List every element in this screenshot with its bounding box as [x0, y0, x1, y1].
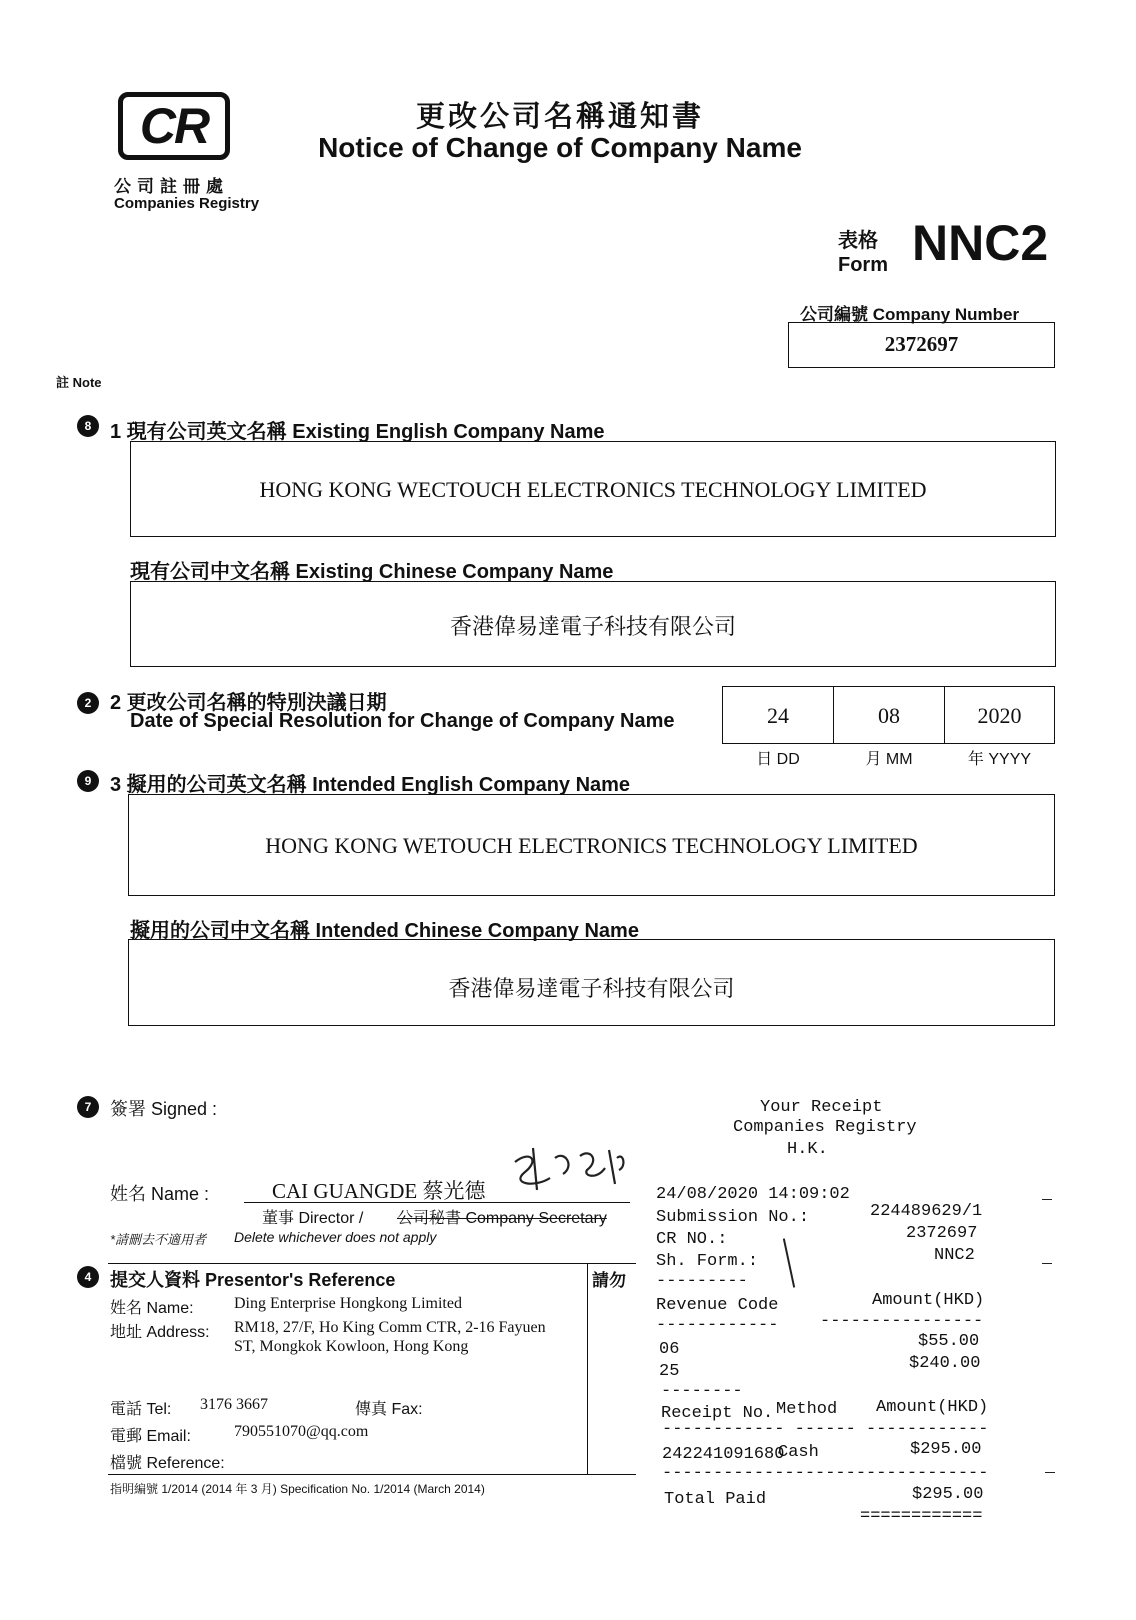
receipt-number-label: Receipt No. — [661, 1404, 774, 1423]
specification-note: 指明編號 1/2014 (2014 年 3 月) Specification No. 1/2014 (March 2014) — [110, 1482, 485, 1496]
receipt-form-label: Sh. Form.: — [656, 1252, 759, 1271]
receipt-form-value: NNC2 — [934, 1246, 975, 1265]
receipt-dash-right: ---------------- — [820, 1312, 984, 1331]
presentor-name-label: 姓名 Name: — [110, 1300, 194, 1317]
form-code: NNC2 — [912, 215, 1049, 271]
receipt-amount-label: Amount(HKD) — [872, 1291, 985, 1310]
existing-chinese-name-box — [130, 581, 1056, 667]
receipt-total-label: Total Paid — [664, 1490, 767, 1509]
section3-heading: 3 擬用的公司英文名稱 Intended English Company Name — [110, 774, 631, 796]
date-day-box — [722, 686, 834, 744]
title-zh: 更改公司名稱通知書 — [415, 101, 704, 133]
receipt-method-label: Method — [776, 1400, 838, 1419]
signed-label: 簽署 Signed : — [110, 1099, 218, 1119]
note-badge-9: 9 — [77, 770, 99, 792]
receipt-number: 242241091680 — [662, 1445, 785, 1464]
form-label-zh: 表格 — [838, 230, 878, 252]
cr-logo — [118, 92, 230, 160]
note-badge-7: 7 — [77, 1096, 99, 1118]
presentor-address-line2: ST, Mongkok Kowloon, Hong Kong — [234, 1338, 469, 1355]
date-year: 2020 — [977, 703, 1022, 728]
date-day: 24 — [767, 703, 789, 728]
presentor-fax-label: 傳真 Fax: — [355, 1401, 423, 1418]
existing-chinese-heading: 現有公司中文名稱 Existing Chinese Company Name — [130, 561, 614, 583]
receipt-total-value: $295.00 — [912, 1485, 984, 1504]
receipt-dash-left: ------------ — [656, 1316, 779, 1335]
note-badge-4: 4 — [77, 1266, 99, 1288]
presentor-name-value: Ding Enterprise Hongkong Limited — [234, 1295, 462, 1312]
receipt-code-2: 25 — [659, 1362, 680, 1381]
section1-heading: 1 現有公司英文名稱 Existing English Company Name — [110, 421, 605, 443]
receipt-dash-2: -------- — [661, 1382, 743, 1401]
role-secretary: 公司秘書 Company Secretary — [397, 1210, 607, 1227]
receipt-dash-long: -------------------------------- — [662, 1464, 989, 1483]
receipt-method: Cash — [778, 1443, 819, 1462]
receipt-dash-row: ------------ ------ ------------ — [662, 1420, 989, 1439]
note-badge-8: 8 — [77, 415, 99, 437]
receipt-title-3: H.K. — [787, 1140, 828, 1159]
receipt-submission-label: Submission No.: — [656, 1208, 810, 1227]
receipt-amount-paid: $295.00 — [910, 1440, 982, 1459]
margin-mark — [1042, 1199, 1052, 1200]
intended-chinese-name: 香港偉易達電子科技有限公司 — [448, 976, 735, 1001]
handwritten-signature — [505, 1140, 630, 1200]
receipt-amount-1: $55.00 — [918, 1332, 980, 1351]
presentor-reference-label: 檔號 Reference: — [110, 1455, 225, 1472]
receipt-equals: ============ — [860, 1507, 983, 1526]
signature-underline — [244, 1202, 630, 1203]
company-number-label: 公司編號 Company Number — [800, 305, 1020, 324]
receipt-cr-value: 2372697 — [906, 1224, 978, 1243]
presentor-email-value: 790551070@qq.com — [234, 1423, 369, 1440]
presentor-bottom-rule — [108, 1474, 636, 1475]
date-year-label: 年 YYYY — [967, 751, 1032, 768]
date-year-box — [944, 686, 1055, 744]
logo-text: CR — [139, 98, 209, 154]
receipt-code-1: 06 — [659, 1340, 680, 1359]
section2-heading-en: Date of Special Resolution for Change of Company Name — [130, 710, 675, 732]
company-number-value: 2372697 — [884, 332, 959, 356]
receipt-submission-value: 224489629/1 — [870, 1202, 983, 1221]
receipt-cr-label: CR NO.: — [656, 1230, 728, 1249]
receipt-amount-label-2: Amount(HKD) — [876, 1398, 989, 1417]
presentor-address-label: 地址 Address: — [110, 1324, 210, 1341]
note-label: 註 Note — [56, 375, 102, 390]
intended-english-name: HONG KONG WETOUCH ELECTRONICS TECHNOLOGY LIMITED — [265, 833, 918, 858]
presentor-email-label: 電郵 Email: — [110, 1428, 191, 1445]
name-label: 姓名 Name : — [110, 1184, 210, 1204]
receipt-dash-1: --------- — [656, 1272, 748, 1291]
role-director: 董事 Director / — [262, 1210, 364, 1227]
receipt-title-1: Your Receipt — [760, 1098, 883, 1117]
name-value: CAI GUANGDE 蔡光德 — [272, 1179, 486, 1203]
presentor-right-rule — [587, 1263, 588, 1475]
presentor-heading: 提交人資料 Presentor's Reference — [110, 1270, 396, 1290]
registry-name-en: Companies Registry — [114, 195, 260, 212]
receipt-title-2: Companies Registry — [733, 1118, 917, 1137]
intended-chinese-name-box — [128, 939, 1055, 1026]
date-day-label: 日 DD — [756, 751, 800, 768]
presentor-side-note: 請勿 — [592, 1271, 626, 1290]
existing-english-name: HONG KONG WECTOUCH ELECTRONICS TECHNOLOGY LIMITED — [259, 477, 927, 502]
company-number-box — [788, 322, 1055, 368]
receipt-pen-mark — [783, 1238, 795, 1287]
date-month: 08 — [878, 703, 900, 728]
receipt-amount-2: $240.00 — [909, 1354, 981, 1373]
receipt-datetime: 24/08/2020 14:09:02 — [656, 1185, 850, 1204]
existing-chinese-name: 香港偉易達電子科技有限公司 — [449, 614, 736, 639]
margin-mark — [1045, 1472, 1055, 1473]
presentor-top-rule — [108, 1263, 636, 1264]
presentor-address-line1: RM18, 27/F, Ho King Comm CTR, 2-16 Fayuen — [234, 1319, 546, 1336]
date-month-box — [833, 686, 945, 744]
delete-note-zh: *請刪去不適用者 — [110, 1232, 207, 1247]
section2-heading-zh: 2 更改公司名稱的特別決議日期 — [110, 692, 387, 714]
note-badge-2: 2 — [77, 692, 99, 714]
intended-chinese-heading: 擬用的公司中文名稱 Intended Chinese Company Name — [130, 920, 639, 942]
date-month-label: 月 MM — [865, 751, 913, 768]
registry-name-zh: 公司註冊處 — [114, 177, 229, 196]
receipt-revenue-label: Revenue Code — [656, 1296, 779, 1315]
intended-english-name-box — [128, 794, 1055, 896]
margin-mark — [1042, 1263, 1052, 1264]
form-label-en: Form — [838, 254, 888, 276]
presentor-tel-label: 電話 Tel: — [110, 1401, 172, 1418]
delete-note-en: Delete whichever does not apply — [234, 1229, 437, 1245]
existing-english-name-box — [130, 441, 1056, 537]
title-en: Notice of Change of Company Name — [318, 132, 802, 163]
presentor-tel-value: 3176 3667 — [200, 1396, 268, 1413]
